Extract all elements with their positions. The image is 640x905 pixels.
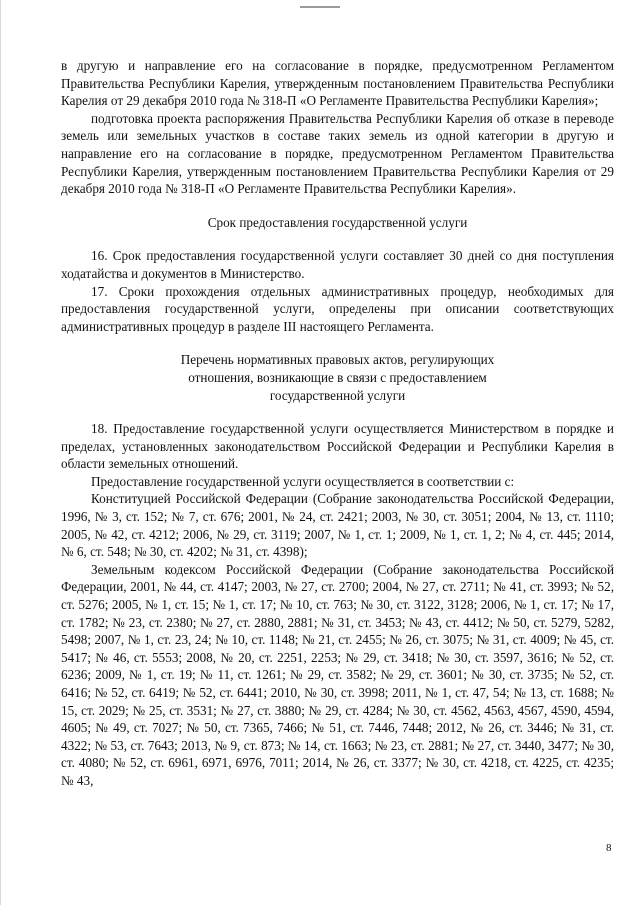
scan-mark: [300, 6, 340, 8]
section-heading-term: Срок предоставления государственной услуги: [207, 214, 468, 230]
paragraph-in-accordance: Предоставление государственной услуги осуществляется в соответствии с:: [91, 473, 515, 489]
document-body: [61, 57, 614, 790]
paragraph-16: 16. Срок предоставления государственной услуги составляет 30 дней со дня поступления ходатайства и документов в Министерство.: [61, 248, 614, 281]
paragraph-land-code: Земельным кодексом Российской Федерации (Собрание законодательства Российской Федерации, 2001, № 44, ст. 4147; 2003, № 27, ст. 2700; 2004, № 27, ст. 2711; № 41, ст. 3993; № 52, ст. 5276; 2005, № 1, ст. 15; № 1, ст. 17; № 10, ст. 763; № 30, ст. 3122, 3128; 2006, № 1, ст. 17; № 17, ст. 1782; № 23, ст. 2380; № 27, ст. 2880, 2881; № 31, ст. 3453; № 43, ст. 4412; № 50, ст. 5279, 5282, 5498; 2007, № 1, ст. 23, 24; № 10, ст. 1148; № 21, ст. 2455; № 26, ст. 3075; № 31, ст. 4009; № 45, ст. 5417; № 46, ст. 5553; 2008, № 20, ст. 2251, 2253; № 29, ст. 3418; № 30, ст. 3597, 3616; № 52, ст. 6236; 2009, № 1, ст. 19; № 11, ст. 1261; № 29, ст. 3582; № 29, ст. 3601; № 30, ст. 3735; № 52, ст. 6416; № 52, ст. 6419; № 52, ст. 6441; 2010, № 30, ст. 3998; 2011, № 1, ст. 47, 54; № 13, ст. 1688; № 15, ст. 2029; № 25, ст. 3531; № 27, ст. 3880; № 29, ст. 4284; № 30, ст. 4562, 4563, 4567, 4590, 4594, 4605; № 49, ст. 7027; № 50, ст. 7365, 7466; № 51, ст. 7446, 7448; 2012, № 26, ст. 3446; № 31, ст. 4322; № 53, ст. 7643; 2013, № 9, ст. 873; № 14, ст. 1663; № 23, ст. 2881; № 27, ст. 3440, 3477; № 30, ст. 4080; № 52, ст. 6961, 6971, 6976, 7011; 2014, № 26, ст. 3377; № 30, ст. 4218, ст. 4225, ст. 4235; № 43,: [61, 561, 614, 788]
paragraph-18: 18. Предоставление государственной услуги осуществляется Министерством в порядке и пределах, установленных законодательством Российской Федерации и Республики Карелия в области земельных отношений.: [61, 421, 614, 472]
paragraph-refusal-draft: подготовка проекта распоряжения Правительства Республики Карелия об отказе в переводе земель или земельных участков в составе таких земель из одной категории в другую и направление его на согласование в порядке, предусмотренном Регламентом Правительства Республики Карелия, утвержденным постановлением Правительства Республики Карелия от 29 декабря 2010 года № 318-П «О Регламенте Правительства Республики Карелия».: [61, 110, 614, 197]
page-number: 8: [606, 842, 612, 854]
section-heading-acts-line-1: Перечень нормативных правовых актов, регулирующих: [180, 352, 495, 368]
paragraph-17: 17. Сроки прохождения отдельных административных процедур, необходимых для предоставления государственной услуги, определены при описании соответствующих административных процедур в разделе III настоящего Регламента.: [61, 283, 614, 334]
paragraph-constitution: Конституцией Российской Федерации (Собрание законодательства Российской Федерации, 1996, № 3, ст. 152; № 7, ст. 676; 2001, № 24, ст. 2421; 2003, № 30, ст. 3051; 2004, № 13, ст. 1110; 2005, № 42, ст. 4212; 2006, № 29, ст. 3119; 2007, № 1, ст. 1; 2009, № 1, ст. 1, 2; № 4, ст. 445; 2014, № 6, ст. 548; № 30, ст. 4202; № 31, ст. 4398);: [61, 491, 614, 560]
paragraph-continuation: в другую и направление его на согласование в порядке, предусмотренном Регламентом Правительства Республики Карелия, утвержденным постановлением Правительства Республики Карелия от 29 декабря 2010 года № 318-П «О Регламенте Правительства Республики Карелия»;: [61, 58, 614, 109]
section-heading-acts-line-3: государственной услуги: [269, 387, 406, 403]
section-heading-acts-line-2: отношения, возникающие в связи с предоставлением: [188, 369, 487, 385]
